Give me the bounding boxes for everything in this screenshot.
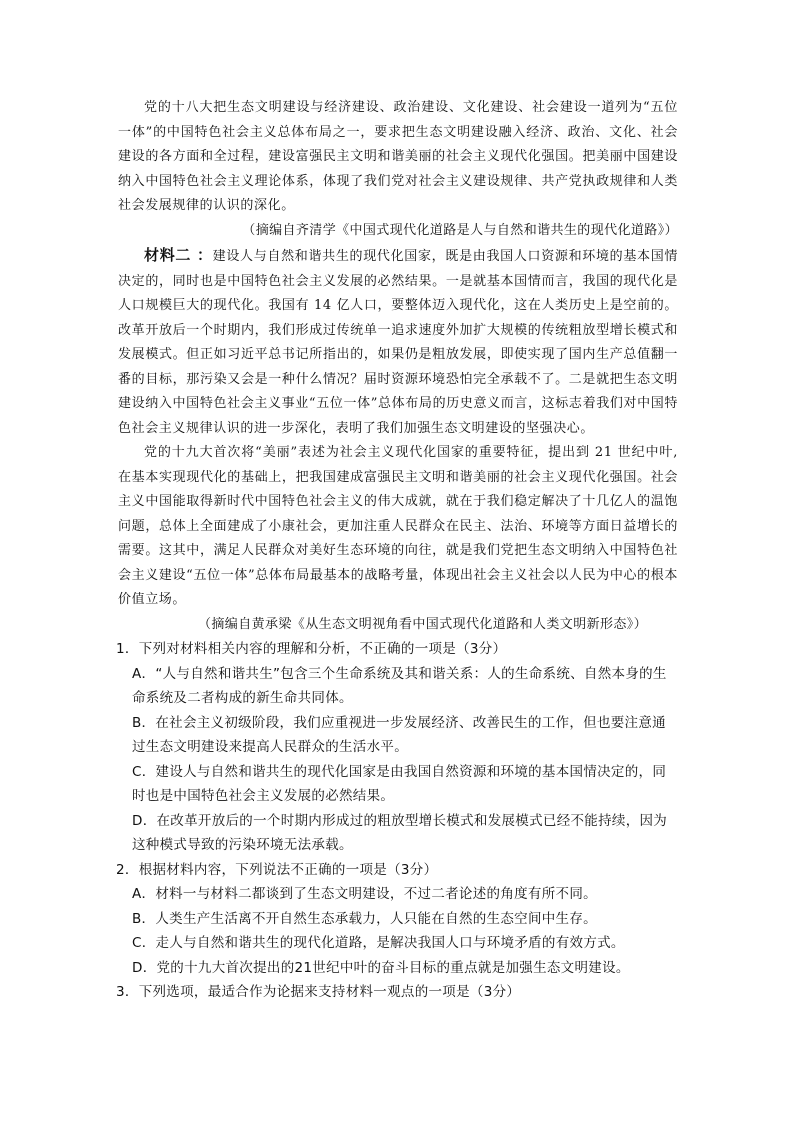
content-area (118, 96, 678, 1005)
question-2-stem: 2．根据材料内容，下列说法不正确的一项是（3分） (116, 861, 438, 878)
material1-source: （摘编自齐清学《中国式现代化道路是人与自然和谐共生的现代化道路》） (242, 222, 678, 238)
material2-paragraph-1 (118, 243, 678, 441)
question-3 (118, 980, 678, 1005)
question-2-option-c: C．走人与自然和谐共生的现代化道路，是解决我国人口与环境矛盾的有效方式。 (132, 935, 625, 951)
material2-label: 材料二 ： (144, 246, 213, 264)
material1-paragraph: 党的十八大把生态文明建设与经济建设、政治建设、文化建设、社会建设一道列为“五位一体”的中国特色社会主义总体布局之一，要求把生态文明建设融入经济、政治、文化、社会建设的各方面和全过程，建设富强民主文明和谐美丽的社会主义现代化强国。把美丽中国建设纳入中国特色社会主义理论体系，体现了我们党对社会主义建设规律、共产党执政规律和人类社会发展规律的认识的深化。 (118, 100, 678, 213)
material2-paragraph-2: 党的十九大首次将“美丽”表述为社会主义现代化国家的重要特征，提出到 21 世纪中叶,在基本实现现代化的基础上，把我国建成富强民主文明和谐美丽的社会主义现代化强国。社会主义中国能取得新时代中国特色社会主义的伟大成就，就在于我们稳定解决了十几亿人的温饱问题，总体上全面建成了小康社会，更加注重人民群众在民主、法治、环境等方面日益增长的需要。这其中，满足人民群众对美好生态环境的向往，就是我们党把生态文明纳入中国特色社会主义建设“五位一体”总体布局最基本的战略考量，体现出社会主义社会以人民为中心的根本价值立场。 (118, 445, 678, 607)
question-1-stem: 1．下列对材料相关内容的理解和分析，不正确的一项是（3分） (116, 641, 507, 657)
question-2-option-b: B．人类生产生活离不开自然生态承载力，人只能在自然的生态空间中生存。 (132, 910, 597, 927)
question-3-stem: 3．下列选项，最适合作为论据来支持材料一观点的一项是（3分） (116, 984, 521, 1000)
question-1 (118, 637, 678, 858)
question-1-option-a: A．“人与自然和谐共生”包含三个生命系统及其和谐关系：人的生命系统、自然本身的生命系统及二者构成的新生命共同体。 (132, 665, 667, 706)
question-2-option-d: D．党的十九大首次提出的21世纪中叶的奋斗目标的重点就是加强生态文明建设。 (132, 959, 630, 976)
question-1-option-c: C．建设人与自然和谐共生的现代化国家是由我国自然资源和环境的基本国情决定的，同时也是中国特色社会主义发展的必然结果。 (132, 763, 667, 804)
question-2-option-a: A．材料一与材料二都谈到了生态文明建设，不过二者论述的角度有所不同。 (132, 886, 597, 902)
material2-source: （摘编自黄承梁《从生态文明视角看中国式现代化道路和人类文明新形态》） (198, 616, 648, 632)
material2-paragraph-1-text: 建设人与自然和谐共生的现代化国家，既是由我国人口资源和环境的基本国情决定的，同时也是中国特色社会主义发展的必然结果。一是就基本国情而言，我国的现代化是人口规模巨大的现代化。我国有 14 亿人口，要整体迈入现代化，这在人类历史上是空前的。改革开放后一个时期内，我们形成过传统单一追求速度外加扩大规模的传统粗放型增长模式和发展模式。但正如习近平总书记所指出的，如果仍是粗放发展，即使实现了国内生产总值翻一番的目标，那污染又会是一种什么情况？届时资源环境恐怕完全承载不了。二是就把生态文明建设纳入中国特色社会主义事业“五位一体”总体布局的历史意义而言，这标志着我们对中国特色社会主义规律认识的进一步深化，表明了我们加强生态文明建设的坚强决心。 (118, 249, 678, 436)
question-1-option-b: B．在社会主义初级阶段，我们应重视进一步发展经济、改善民生的工作，但也要注意通过生态文明建设来提高人民群众的生活水平。 (132, 714, 666, 755)
question-1-option-d: D．在改革开放后的一个时期内形成过的粗放型增长模式和发展模式已经不能持续，因为这种模式导致的污染环境无法承载。 (132, 812, 668, 853)
question-2 (118, 858, 678, 981)
